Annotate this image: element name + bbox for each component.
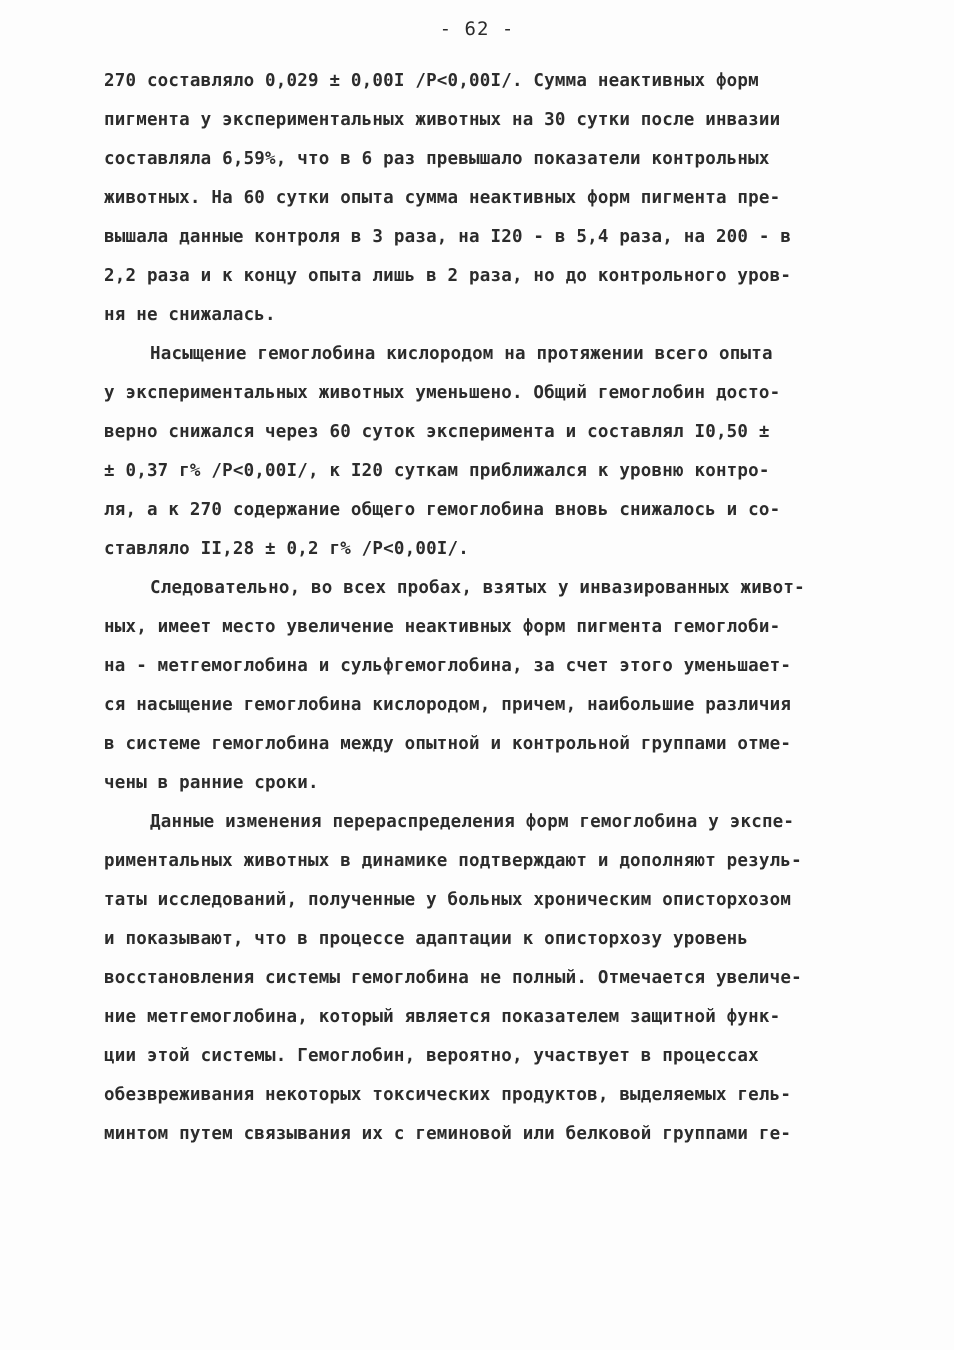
text-line: ня не снижалась. (104, 305, 276, 325)
text-line: минтом путем связывания их с геминовой или белковой группами ге- (104, 1124, 792, 1144)
text-line: пигмента у экспериментальных животных на 30 сутки после инвазии (104, 110, 781, 130)
paragraph-2 (104, 335, 874, 569)
text-line: и показывают, что в процессе адаптации к описторхозу уровень (104, 929, 749, 949)
text-line: животных. На 60 сутки опыта сумма неактивных форм пигмента пре- (104, 188, 781, 208)
text-line: 2,2 раза и к концу опыта лишь в 2 раза, но до контрольного уров- (104, 266, 792, 286)
page-number: - 62 - (439, 18, 515, 40)
text-line: таты исследований, полученные у больных хроническим описторхозом (104, 890, 792, 910)
text-line: 270 составляло 0,029 ± 0,00I /Р<0,00I/. Сумма неактивных форм (104, 71, 759, 91)
paragraph-4 (104, 803, 874, 1154)
paragraph-1 (104, 62, 874, 335)
text-line: восстановления системы гемоглобина не полный. Отмечается увеличе- (104, 968, 802, 988)
text-line: вышала данные контроля в 3 раза, на I20 - в 5,4 раза, на 200 - в (104, 227, 792, 247)
text-line: ся насыщение гемоглобина кислородом, причем, наибольшие различия (104, 695, 792, 715)
text-line: Следовательно, во всех пробах, взятых у инвазированных живот- (150, 578, 805, 598)
text-line: ± 0,37 г% /Р<0,00I/, к I20 суткам приближался к уровню контро- (104, 461, 770, 481)
body-text (104, 62, 874, 1154)
text-line: ние метгемоглобина, который является показателем защитной функ- (104, 1007, 781, 1027)
text-line: у экспериментальных животных уменьшено. Общий гемоглобин досто- (104, 383, 781, 403)
text-line: ля, а к 270 содержание общего гемоглобина вновь снижалось и со- (104, 500, 781, 520)
text-line: Насыщение гемоглобина кислородом на протяжении всего опыта (150, 344, 773, 364)
text-line: в системе гемоглобина между опытной и контрольной группами отме- (104, 734, 792, 754)
text-line: на - метгемоглобина и сульфгемоглобина, за счет этого уменьшает- (104, 656, 792, 676)
text-line: риментальных животных в динамике подтверждают и дополняют резуль- (104, 851, 802, 871)
text-line: ции этой системы. Гемоглобин, вероятно, участвует в процессах (104, 1046, 759, 1066)
text-line: обезвреживания некоторых токсических продуктов, выделяемых гель- (104, 1085, 792, 1105)
paragraph-3 (104, 569, 874, 803)
text-line: ных, имеет место увеличение неактивных форм пигмента гемоглоби- (104, 617, 781, 637)
text-line: ставляло II,28 ± 0,2 г% /Р<0,00I/. (104, 539, 470, 559)
text-line: чены в ранние сроки. (104, 773, 319, 793)
text-line: составляла 6,59%, что в 6 раз превышало показатели контрольных (104, 149, 770, 169)
text-line: Данные изменения перераспределения форм гемоглобина у экспе- (150, 812, 795, 832)
text-line: верно снижался через 60 суток эксперимента и составлял I0,50 ± (104, 422, 770, 442)
